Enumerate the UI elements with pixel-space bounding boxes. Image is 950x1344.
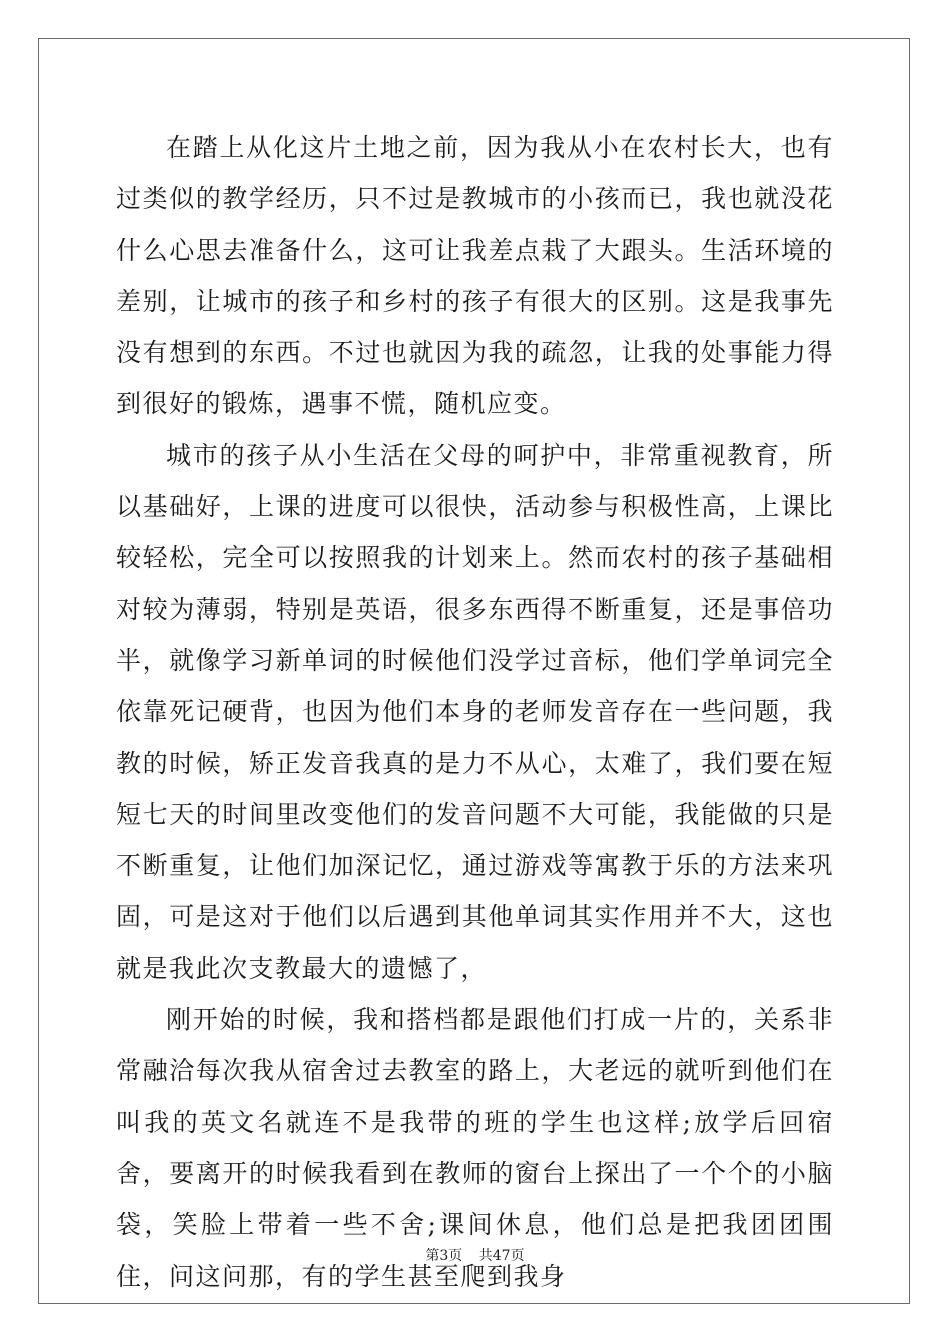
paragraph-2: 城市的孩子从小生活在父母的呵护中，非常重视教育，所以基础好，上课的进度可以很快，活动参与积极性高，上课比较轻松，完全可以按照我的计划来上。然而农村的孩子基础相对较为薄弱，特别是英语，很多东西得不断重复，还是事倍功半，就像学习新单词的时候他们没学过音标，他们学单词完全依靠死记硬背，也因为他们本身的老师发音存在一些问题，我教的时候，矫正发音我真的是力不从心，太难了，我们要在短短七天的时间里改变他们的发音问题不大可能，我能做的只是不断重复，让他们加深记忆，通过游戏等寓教于乐的方法来巩固，可是这对于他们以后遇到其他单词其实作用并不大，这也就是我此次支教最大的遗憾了， bbox=[116, 440, 834, 983]
page-footer bbox=[0, 1245, 950, 1265]
current-page-number: 第3页 bbox=[425, 1248, 463, 1264]
paragraph-3: 刚开始的时候，我和搭档都是跟他们打成一片的，关系非常融洽每次我从宿舍过去教室的路上，大老远的就听到他们在叫我的英文名就连不是我带的班的学生也这样;放学后回宿舍，要离开的时候我看到在教师的窗台上探出了一个个的小脑袋，笑脸上带着一些不舍;课间休息，他们总是把我团团围住，问这问那，有的学生甚至爬到我身 bbox=[116, 1005, 834, 1291]
paragraph-1: 在踏上从化这片土地之前，因为我从小在农村长大，也有过类似的教学经历，只不过是教城市的小孩而已，我也就没花什么心思去准备什么，这可让我差点栽了大跟头。生活环境的差别，让城市的孩子和乡村的孩子有很大的区别。这是我事先没有想到的东西。不过也就因为我的疏忽，让我的处事能力得到很好的锻炼，遇事不慌，随机应变。 bbox=[116, 133, 834, 419]
document-body bbox=[116, 122, 834, 1302]
total-page-count: 共47页 bbox=[478, 1248, 525, 1264]
